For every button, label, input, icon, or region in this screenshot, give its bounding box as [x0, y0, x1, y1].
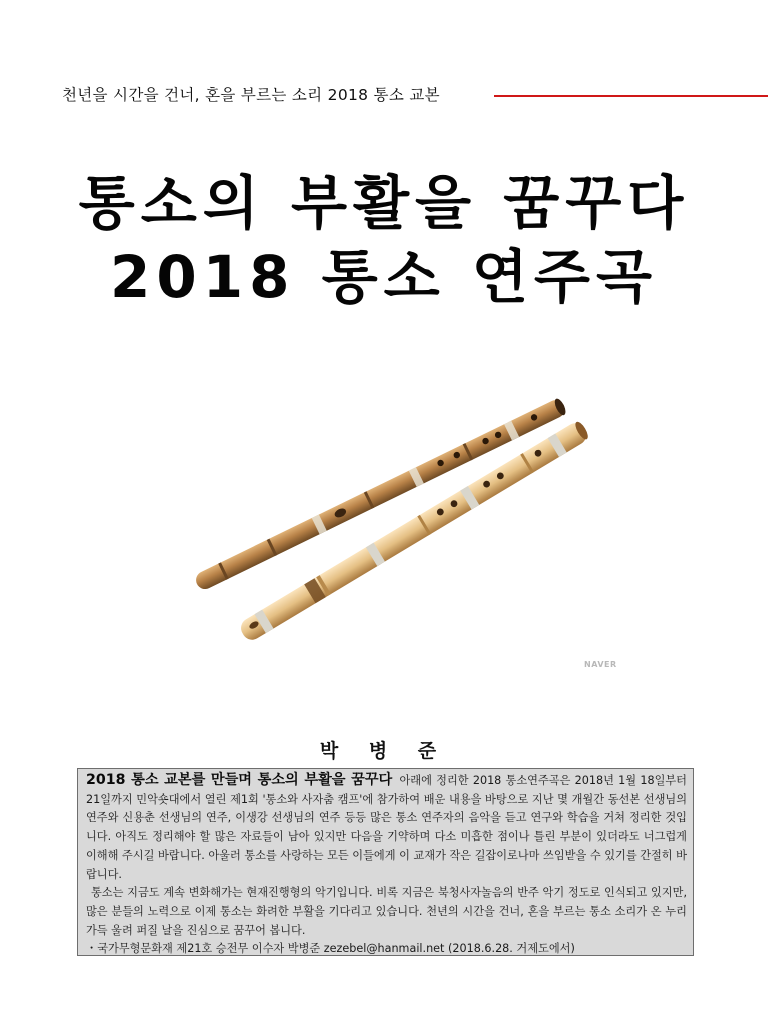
tongso-flutes-photo — [185, 388, 625, 668]
intro-info-box — [77, 768, 694, 956]
author-name: 박 병 준 — [319, 740, 449, 762]
intro-paragraph-2: 통소는 지금도 계속 변화해가는 현재진행형의 악기입니다. 비록 지금은 북청사자놀음의 반주 악기 정도로 인식되고 있지만, 많은 분들의 노력으로 이제 통소는 화려한 부활을 기다리고 있습니다. 천년의 시간을 건너, 혼을 부르는 통소 소리가 온 누리 가득 울려 퍼질 날을 진심으로 꿈꾸어 봅니다. — [86, 886, 687, 937]
intro-paragraph-1 — [86, 771, 687, 884]
header-red-rule — [494, 95, 768, 97]
header-text: 천년을 시간을 건너, 혼을 부르는 소리 2018 통소 교본 — [62, 86, 440, 104]
header-line — [62, 84, 768, 106]
author-contact-line: ・국가무형문화재 제21호 승전무 이수자 박병준 zezebel@hanmail.net (2018.6.28. 거제도에서) — [86, 942, 575, 956]
image-watermark: NAVER — [584, 660, 617, 669]
page-title-line-1: 통소의 부활을 꿈꾸다 — [78, 169, 690, 237]
intro-lead-heading: 2018 통소 교본를 만들며 통소의 부활을 꿈꾸다 — [86, 772, 393, 788]
page-title-line-2: 2018 통소 연주곡 — [110, 243, 658, 311]
intro-paragraph-1-text: 아래에 정리한 2018 통소연주곡은 2018년 1월 18일부터 21일까지 민악숏대에서 열린 제1회 '통소와 사자춤 캠프'에 참가하여 배운 내용을 바탕으로 지난 몇 개월간 동선본 선생님의 연주와 신용춘 선생님의 연주, 이생강 선생님의 연주 등등 많은 통소 연주자의 음악을 듣고 연구와 학습을 거쳐 정리한 것입니다. 아직도 정리해야 할 많은 자료들이 남아 있지만 다음을 기약하며 다소 미흡한 점이나 틀린 부분이 있더라도 너그럽게 이해해 주시길 바랍니다. 아울러 통소를 사랑하는 모든 이들에게 이 교재가 작은 길잡이로나마 쓰임받을 수 있기를 간절히 바랍니다. — [86, 774, 687, 881]
